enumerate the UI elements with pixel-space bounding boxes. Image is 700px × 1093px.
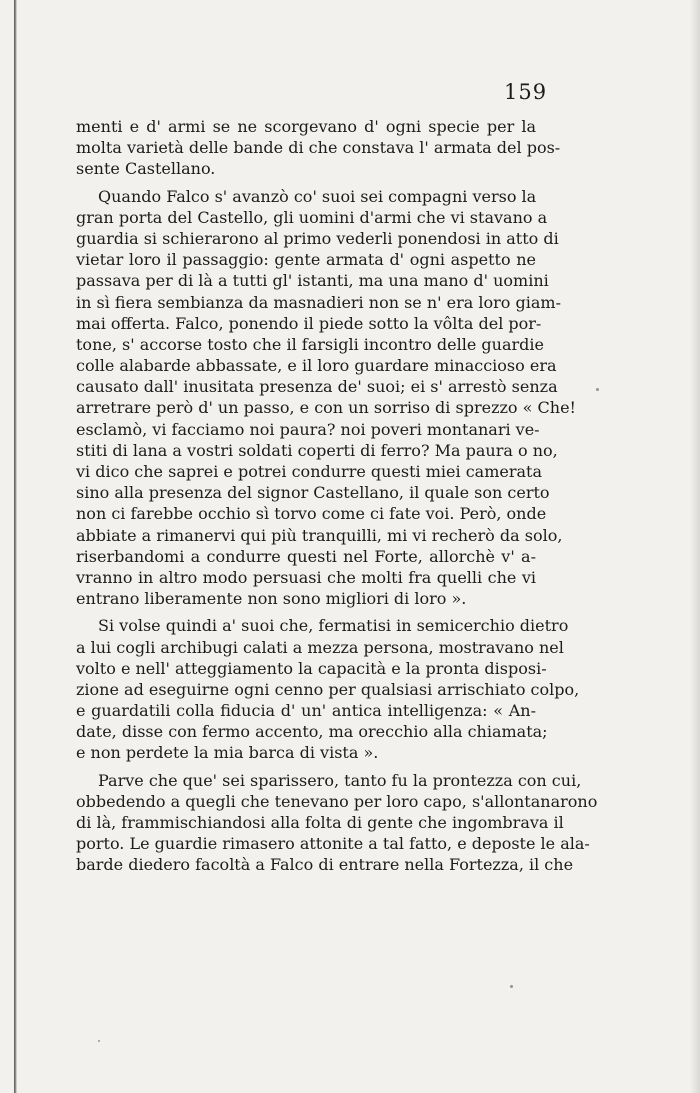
text-line: a lui cogli archibugi calati a mezza persona, mostravano nel (76, 637, 564, 657)
text-line: molta varietà delle bande di che constava l' armata del pos- (76, 138, 561, 158)
text-line: barde diedero facoltà a Falco di entrare nella Fortezza, il che (76, 855, 574, 875)
text-line: entrano liberamente non sono migliori di loro ». (76, 589, 467, 609)
text-line: tone, s' accorse tosto che il farsigli incontro delle guardie (76, 334, 544, 354)
text-line: mai offerta. Falco, ponendo il piede sotto la vôlta del por- (76, 313, 542, 333)
text-line: non ci farebbe occhio sì torvo come ci fate voi. Però, onde (76, 504, 547, 524)
text-line: stiti di lana a vostri soldati coperti di ferro? Ma paura o no, (76, 440, 558, 460)
paper-speck (596, 388, 599, 391)
paragraph-2 (76, 186, 576, 610)
text-line: e non perdete la mia barca di vista ». (76, 743, 379, 763)
text-line: Si volse quindi a' suoi che, fermatisi in semicerchio dietro (98, 616, 569, 636)
text-line: di là, frammischiandosi alla folta di gente che ingombrava il (76, 813, 564, 832)
text-line: sino alla presenza del signor Castellano, il quale son certo (76, 483, 550, 503)
paragraph-4 (76, 770, 598, 876)
page-right-edge (690, 0, 700, 1093)
text-line: vietar loro il passaggio: gente armata d' ogni aspetto ne (76, 250, 536, 270)
text-line: porto. Le guardie rimasero attonite a tal fatto, e deposte le ala- (76, 834, 590, 854)
text-line: menti e d' armi se ne scorgevano d' ogni specie per la (76, 117, 536, 136)
paper-speck (98, 1040, 100, 1042)
text-line: causato dall' inusitata presenza de' suoi; ei s' arrestò senza (76, 377, 558, 397)
text-line: guardia si schierarono al primo vederli ponendosi in atto di (76, 228, 559, 248)
text-line: riserbandomi a condurre questi nel Forte, allorchè v' a- (76, 546, 536, 566)
text-line: Parve che que' sei sparissero, tanto fu la prontezza con cui, (98, 770, 582, 790)
text-line: in sì fiera sembianza da masnadieri non se n' era loro giam- (76, 292, 561, 312)
text-line: vranno in altro modo persuasi che molti fra quelli che vi (76, 567, 536, 587)
paper-speck (510, 985, 513, 988)
text-line: gran porta del Castello, gli uomini d'armi che vi stavano a (76, 207, 548, 227)
body-text (76, 116, 598, 876)
text-line: zione ad eseguirne ogni cenno per qualsiasi arrischiato colpo, (76, 679, 580, 699)
text-line: Quando Falco s' avanzò co' suoi sei compagni verso la (98, 186, 537, 206)
text-line: e guardatili colla fiducia d' un' antica intelligenza: « An- (76, 701, 536, 721)
text-line: obbedendo a quegli che tenevano per loro capo, s'allontanarono (76, 791, 598, 811)
text-line: volto e nell' atteggiamento la capacità e la pronta disposi- (76, 658, 547, 678)
page-number: 159 (504, 80, 548, 104)
page-binding-edge (14, 0, 17, 1093)
text-line: arretrare però d' un passo, e con un sorriso di sprezzo « Che! (76, 398, 576, 418)
text-line: passava per di là a tutti gl' istanti, ma una mano d' uomini (76, 271, 549, 291)
text-line: abbiate a rimanervi qui più tranquilli, mi vi recherò da solo, (76, 525, 563, 545)
text-line: date, disse con fermo accento, ma orecchio alla chiamata; (76, 722, 548, 742)
text-line: sente Castellano. (76, 159, 216, 179)
text-line: vi dico che saprei e potrei condurre questi miei camerata (76, 462, 543, 481)
paragraph-1 (76, 116, 561, 180)
paragraph-3 (76, 615, 580, 763)
text-line: esclamò, vi facciamo noi paura? noi poveri montanari ve- (76, 419, 540, 439)
text-line: colle alabarde abbassate, e il loro guardare minaccioso era (76, 356, 557, 376)
